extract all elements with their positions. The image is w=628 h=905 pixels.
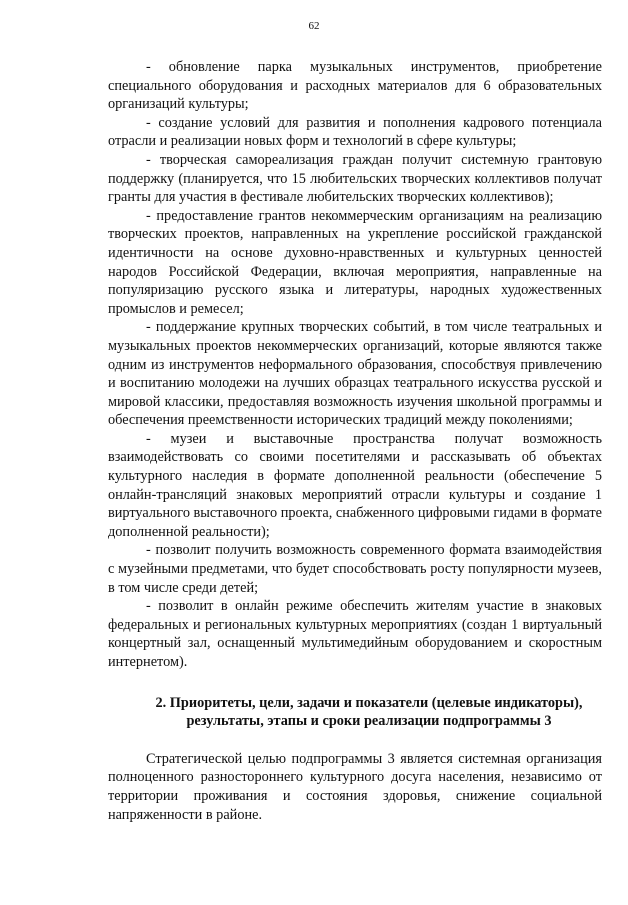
list-item: - поддержание крупных творческих событий, в том числе театральных и музыкальных проектов некоммерческих организаций, которые являются также одним из инструментов неформального образования, способствуя привлечению и воспитанию молодежи на лучших образцах театрального искусства русской и мировой классики, предоставляя возможность изучения школьной программы и обеспечения преемственности исторических традиций между поколениями; <box>108 319 602 429</box>
section-heading: 2. Приоритеты, цели, задачи и показатели (целевые индикаторы), результаты, этапы и сроки реализации подпрограммы 3 <box>155 694 583 730</box>
document-body <box>108 58 602 824</box>
list-item: - творческая самореализация граждан получит системную грантовую поддержку (планируется, что 15 любительских творческих коллективов получат гранты для участия в фестивале любительских творческих коллективов); <box>108 151 602 206</box>
goal-paragraph: Стратегической целью подпрограммы 3 является системная организация полноценного разностороннего культурного досуга населения, независимо от территории проживания и состояния здоровья, снижение социальной напряженности в районе. <box>108 750 602 823</box>
page-number: 62 <box>308 20 320 32</box>
list-item: - музеи и выставочные пространства получат возможность взаимодействовать со своими посетителями и рассказывать об объектах культурного наследия в формате дополненной реальности (обеспечение 5 онлайн-трансляций знаковых мероприятий отрасли культуры и создание 1 виртуального выставочного проекта, снабженного цифровыми гидами в формате дополненной реальности); <box>108 430 602 540</box>
list-item: - создание условий для развития и пополнения кадрового потенциала отрасли и реализации новых форм и технологий в сфере культуры; <box>108 114 602 150</box>
list-item: - позволит в онлайн режиме обеспечить жителям участие в знаковых федеральных и региональных культурных мероприятиях (создан 1 виртуальный концертный зал, оснащенный мультимедийным оборудованием и скоростным интернетом). <box>108 598 602 670</box>
list-item: - обновление парка музыкальных инструментов, приобретение специального оборудования и расходных материалов для 6 образовательных организаций культуры; <box>108 59 602 113</box>
list-item: - позволит получить возможность современного формата взаимодействия с музейными предметами, что будет способствовать росту популярности музеев, в том числе среди детей; <box>108 542 602 596</box>
list-item: - предоставление грантов некоммерческим организациям на реализацию творческих проектов, направленных на укрепление российской гражданской идентичности на основе духовно-нравственных и культурных ценностей народов Российской Федерации, включая мероприятия, направленные на популяризацию русского языка и литературы, народных художественных промыслов и ремесел; <box>108 207 602 317</box>
